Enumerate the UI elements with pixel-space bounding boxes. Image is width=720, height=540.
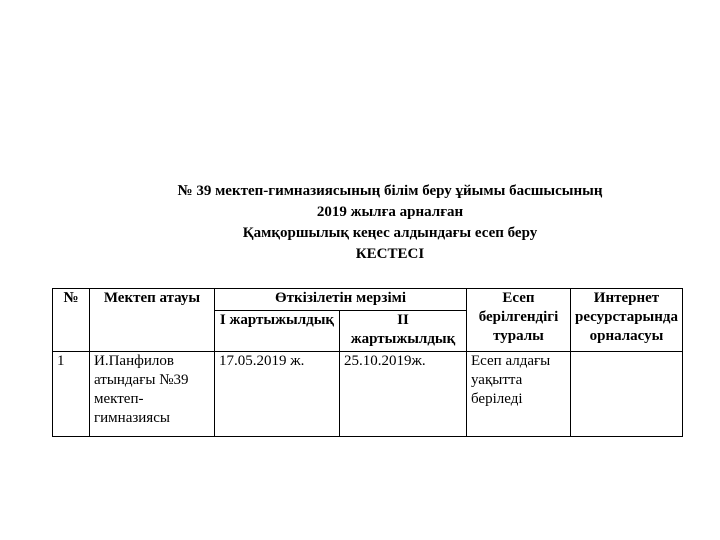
- heading-line-3: Қамқоршылық кеңес алдындағы есеп беру: [242, 225, 538, 241]
- header-half-1: І жартыжылдық: [215, 311, 340, 352]
- table-header-row: [53, 289, 683, 311]
- header-report: Есеп берілгендігі туралы: [467, 289, 571, 352]
- cell-school-name: И.Панфилов атындағы №39 мектеп-гимназиясы: [90, 352, 215, 437]
- header-period: Өткізілетін мерзімі: [215, 289, 467, 311]
- cell-report: Есеп алдағы уақытта беріледі: [467, 352, 571, 437]
- heading-line-4: КЕСТЕСІ: [355, 246, 425, 262]
- header-half-2: ІІ жартыжылдық: [340, 311, 467, 352]
- cell-half-1: 17.05.2019 ж.: [215, 352, 340, 437]
- document-heading: [100, 181, 680, 265]
- cell-half-2: 25.10.2019ж.: [340, 352, 467, 437]
- schedule-table: [52, 288, 683, 437]
- header-school-name: Мектеп атауы: [90, 289, 215, 352]
- table-row: [53, 352, 683, 437]
- heading-line-2: 2019 жылға арналған: [316, 204, 464, 220]
- cell-internet: [571, 352, 683, 437]
- cell-number: 1: [53, 352, 90, 437]
- header-internet: Интернет ресурстарында орналасуы: [571, 289, 683, 352]
- header-number: №: [53, 289, 90, 352]
- heading-line-1: № 39 мектеп-гимназиясының білім беру ұйымы басшысының: [177, 183, 603, 199]
